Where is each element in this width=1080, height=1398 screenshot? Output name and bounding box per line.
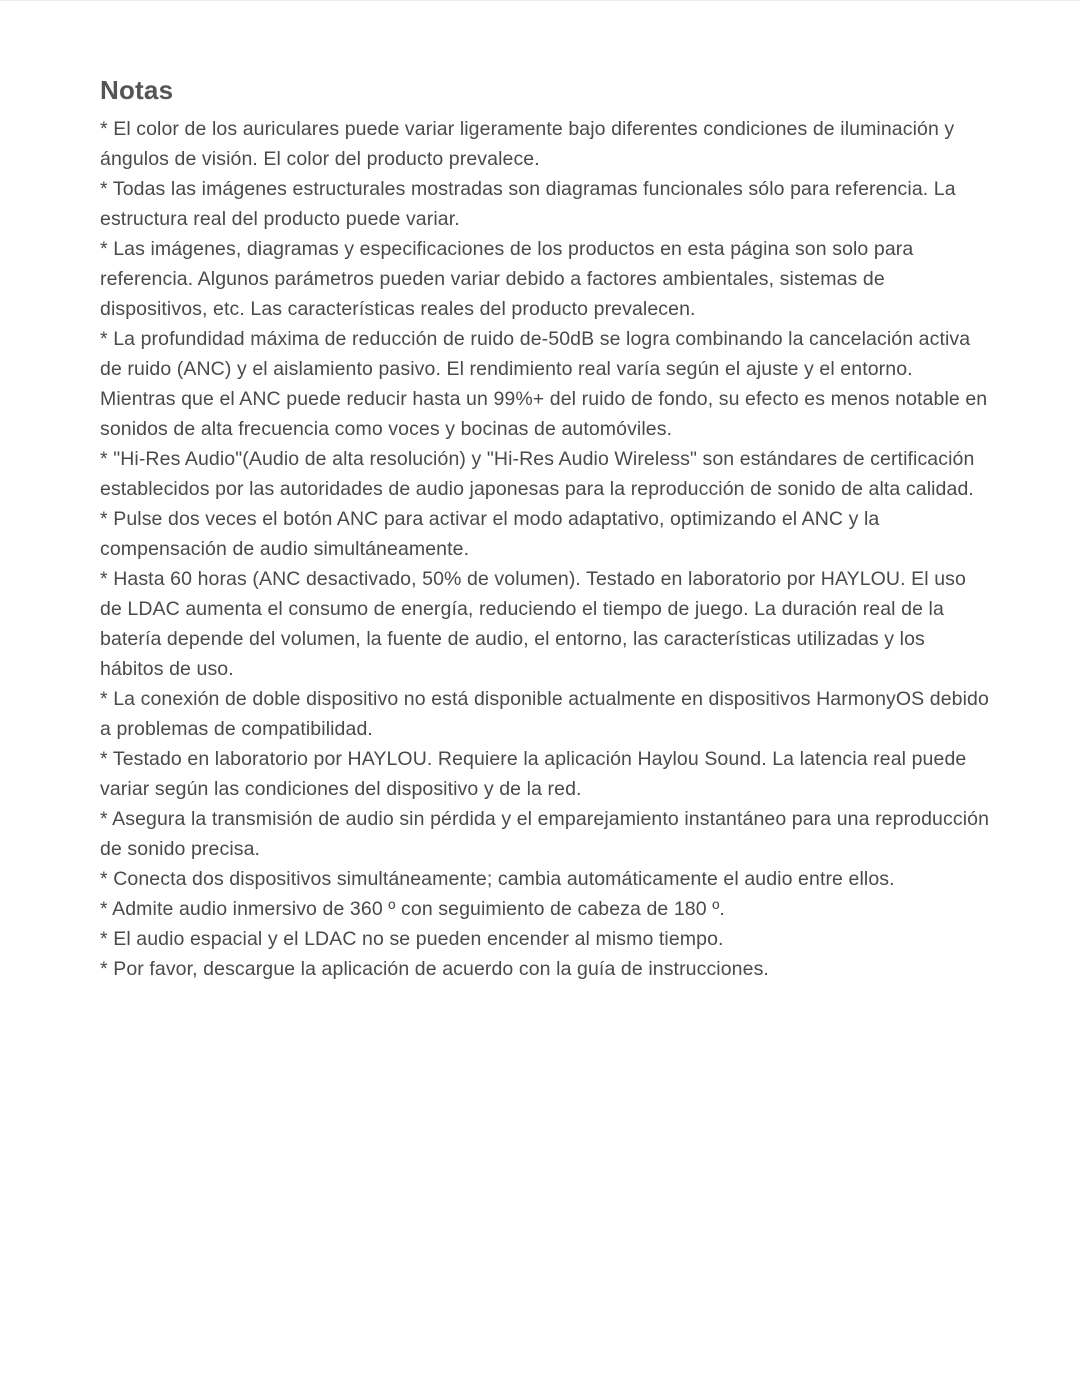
note-item: * Asegura la transmisión de audio sin pérdida y el emparejamiento instantáneo para una reproducción de sonido precisa. bbox=[100, 808, 990, 860]
top-divider bbox=[0, 0, 1080, 1]
note-item: * Hasta 60 horas (ANC desactivado, 50% de volumen). Testado en laboratorio por HAYLOU. El uso de LDAC aumenta el consumo de energía, reduciendo el tiempo de juego. La duración real de la batería depende del volumen, la fuente de audio, el entorno, las características utilizadas y los hábitos de uso. bbox=[100, 568, 966, 680]
note-item: * Pulse dos veces el botón ANC para activar el modo adaptativo, optimizando el ANC y la compensación de audio simultáneamente. bbox=[100, 508, 880, 560]
notes-list bbox=[100, 114, 990, 984]
note-item: * La conexión de doble dispositivo no está disponible actualmente en dispositivos HarmonyOS debido a problemas de compatibilidad. bbox=[100, 688, 989, 740]
notes-title: Notas bbox=[100, 75, 174, 105]
note-item: * Testado en laboratorio por HAYLOU. Requiere la aplicación Haylou Sound. La latencia real puede variar según las condiciones del dispositivo y de la red. bbox=[100, 748, 967, 800]
note-item: * Conecta dos dispositivos simultáneamente; cambia automáticamente el audio entre ellos. bbox=[100, 868, 895, 890]
note-item: * La profundidad máxima de reducción de ruido de-50dB se logra combinando la cancelación activa de ruido (ANC) y el aislamiento pasivo. El rendimiento real varía según el ajuste y el entorno. Mientras que el ANC puede reducir hasta un 99%+ del ruido de fondo, su efecto es menos notable en sonidos de alta frecuencia como voces y bocinas de automóviles. bbox=[100, 328, 988, 440]
notes-section bbox=[100, 74, 990, 984]
note-item: * El audio espacial y el LDAC no se pueden encender al mismo tiempo. bbox=[100, 928, 724, 950]
note-item: * Por favor, descargue la aplicación de acuerdo con la guía de instrucciones. bbox=[100, 958, 769, 980]
note-item: * Todas las imágenes estructurales mostradas son diagramas funcionales sólo para referencia. La estructura real del producto puede variar. bbox=[100, 178, 956, 230]
note-item: * Admite audio inmersivo de 360 º con seguimiento de cabeza de 180 º. bbox=[100, 898, 725, 920]
note-item: * El color de los auriculares puede variar ligeramente bajo diferentes condiciones de iluminación y ángulos de visión. El color del producto prevalece. bbox=[100, 118, 955, 170]
note-item: * Las imágenes, diagramas y especificaciones de los productos en esta página son solo para referencia. Algunos parámetros pueden variar debido a factores ambientales, sistemas de dispositivos, etc. Las características reales del producto prevalecen. bbox=[100, 238, 914, 320]
note-item: * "Hi-Res Audio"(Audio de alta resolución) y "Hi-Res Audio Wireless" son estándares de certificación establecidos por las autoridades de audio japonesas para la reproducción de sonido de alta calidad. bbox=[100, 448, 975, 500]
